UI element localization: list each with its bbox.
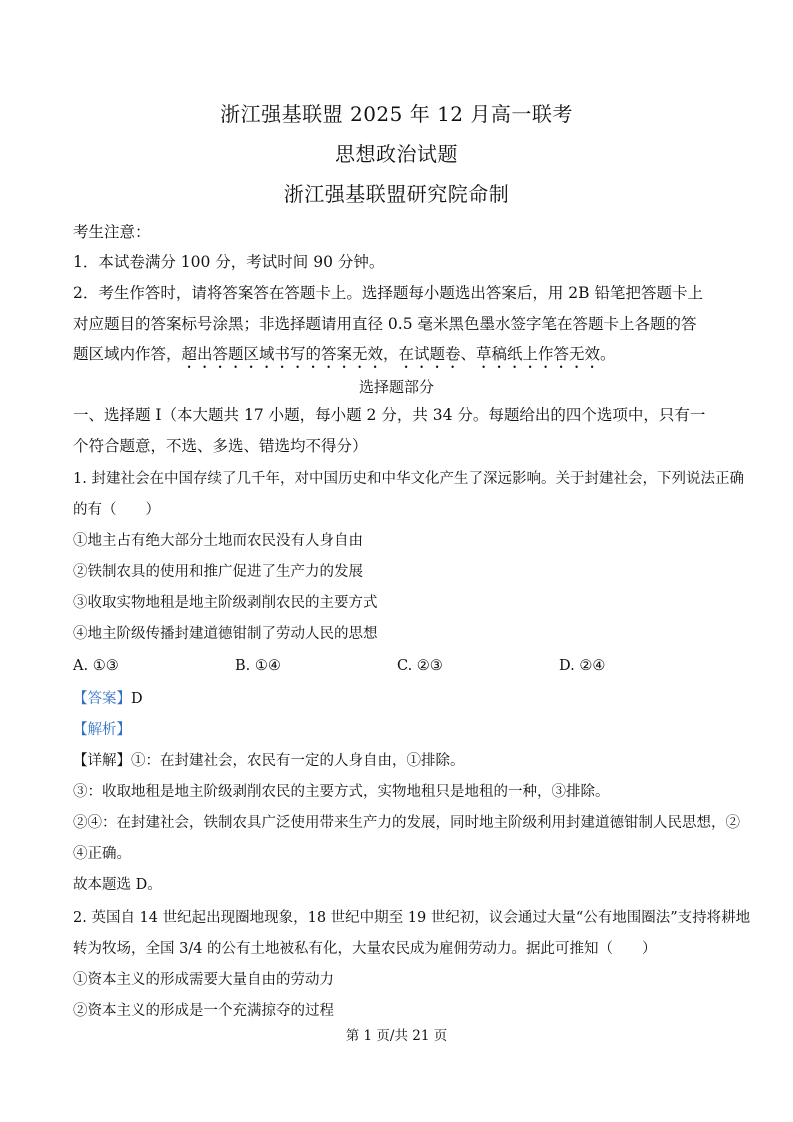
section-intro-line-1: 一、选择题 I（本大题共 17 小题，每小题 2 分，共 34 分。每题给出的四个选项中，只有一 (73, 406, 706, 424)
exam-title: 浙江强基联盟 2025 年 12 月高一联考 (220, 102, 573, 126)
detail-tag: 【详解】 (73, 753, 131, 769)
notice-item-2-line-3 (73, 344, 616, 372)
section-intro-line-2: 个符合题意，不选、多选、错选均不得分） (73, 437, 368, 455)
q1-answer (73, 689, 143, 709)
q1-option-b: B. ①④ (235, 658, 281, 674)
subject-title: 思想政治试题 (335, 142, 458, 166)
q2-statement-2: ②资本主义的形成是一个充满掠夺的过程 (73, 1003, 334, 1019)
notice-text: 题区域内作答， (73, 345, 182, 363)
q1-option-d: D. ②④ (559, 658, 606, 674)
q2-statement-1: ①资本主义的形成需要大量自由的劳动力 (73, 972, 334, 988)
q2-stem-line-1: 2. 英国自 14 世纪起出现圈地现象，18 世纪中期至 19 世纪初，议会通过大量“公有地围圈法”支持将耕地 (73, 910, 751, 926)
q1-detail-line-1 (73, 751, 465, 771)
analysis-tag: 【解析】 (73, 722, 131, 738)
q2-stem-line-2: 转为牧场，全国 3/4 的公有土地被私有化，大量农民成为雇佣劳动力。据此可推知（ ） (73, 941, 657, 957)
q1-option-a: A. ①③ (73, 658, 119, 674)
q1-conclusion: 故本题选 D。 (73, 877, 162, 893)
q1-statement-1: ①地主占有绝大部分土地而农民没有人身自由 (73, 533, 363, 549)
q1-statement-3: ③收取实物地租是地主阶级剥削农民的主要方式 (73, 595, 378, 611)
maker-title: 浙江强基联盟研究院命制 (283, 182, 510, 206)
q1-stem-line-2: 的有（ ） (73, 502, 160, 518)
detail-text: ①：在封建社会，农民有一定的人身自由，①排除。 (131, 753, 465, 769)
q1-statement-4: ④地主阶级传播封建道德钳制了劳动人民的思想 (73, 626, 378, 642)
q1-option-c: C. ②③ (397, 658, 443, 674)
page-number: 第 1 页/共 21 页 (345, 1028, 448, 1044)
q1-analysis (73, 720, 131, 740)
notice-item-1: 1．本试卷满分 100 分，考试时间 90 分钟。 (73, 253, 385, 271)
answer-value: D (131, 691, 143, 707)
q1-detail-line-4: ④正确。 (73, 846, 131, 862)
q1-stem-line-1: 1. 封建社会在中国存续了几千年，对中国历史和中华文化产生了深远影响。关于封建社会，下列说法正确 (73, 471, 744, 487)
section-title: 选择题部分 (358, 378, 434, 396)
notice-heading: 考生注意： (73, 223, 151, 241)
q1-statement-2: ②铁制农具的使用和推广促进了生产力的发展 (73, 564, 363, 580)
answer-tag: 【答案】 (73, 691, 131, 707)
q1-detail-line-3: ②④：在封建社会，铁制农具广泛使用带来生产力的发展，同时地主阶级利用封建道德钳制人民思想，② (73, 815, 740, 831)
q1-detail-line-2: ③：收取地租是地主阶级剥削农民的主要方式，实物地租只是地租的一种，③排除。 (73, 784, 610, 800)
notice-item-2-line-2: 对应题目的答案标号涂黑；非选择题请用直径 0.5 毫米黑色墨水签字笔在答题卡上各题的答 (73, 315, 697, 333)
emphasized-notice-text: 超出答题区域书写的答案无效，在试题卷、草稿纸上作答无效。 (181, 345, 616, 363)
notice-item-2-line-1: 2．考生作答时，请将答案答在答题卡上。选择题每小题选出答案后，用 2B 铅笔把答题卡上 (73, 284, 703, 302)
